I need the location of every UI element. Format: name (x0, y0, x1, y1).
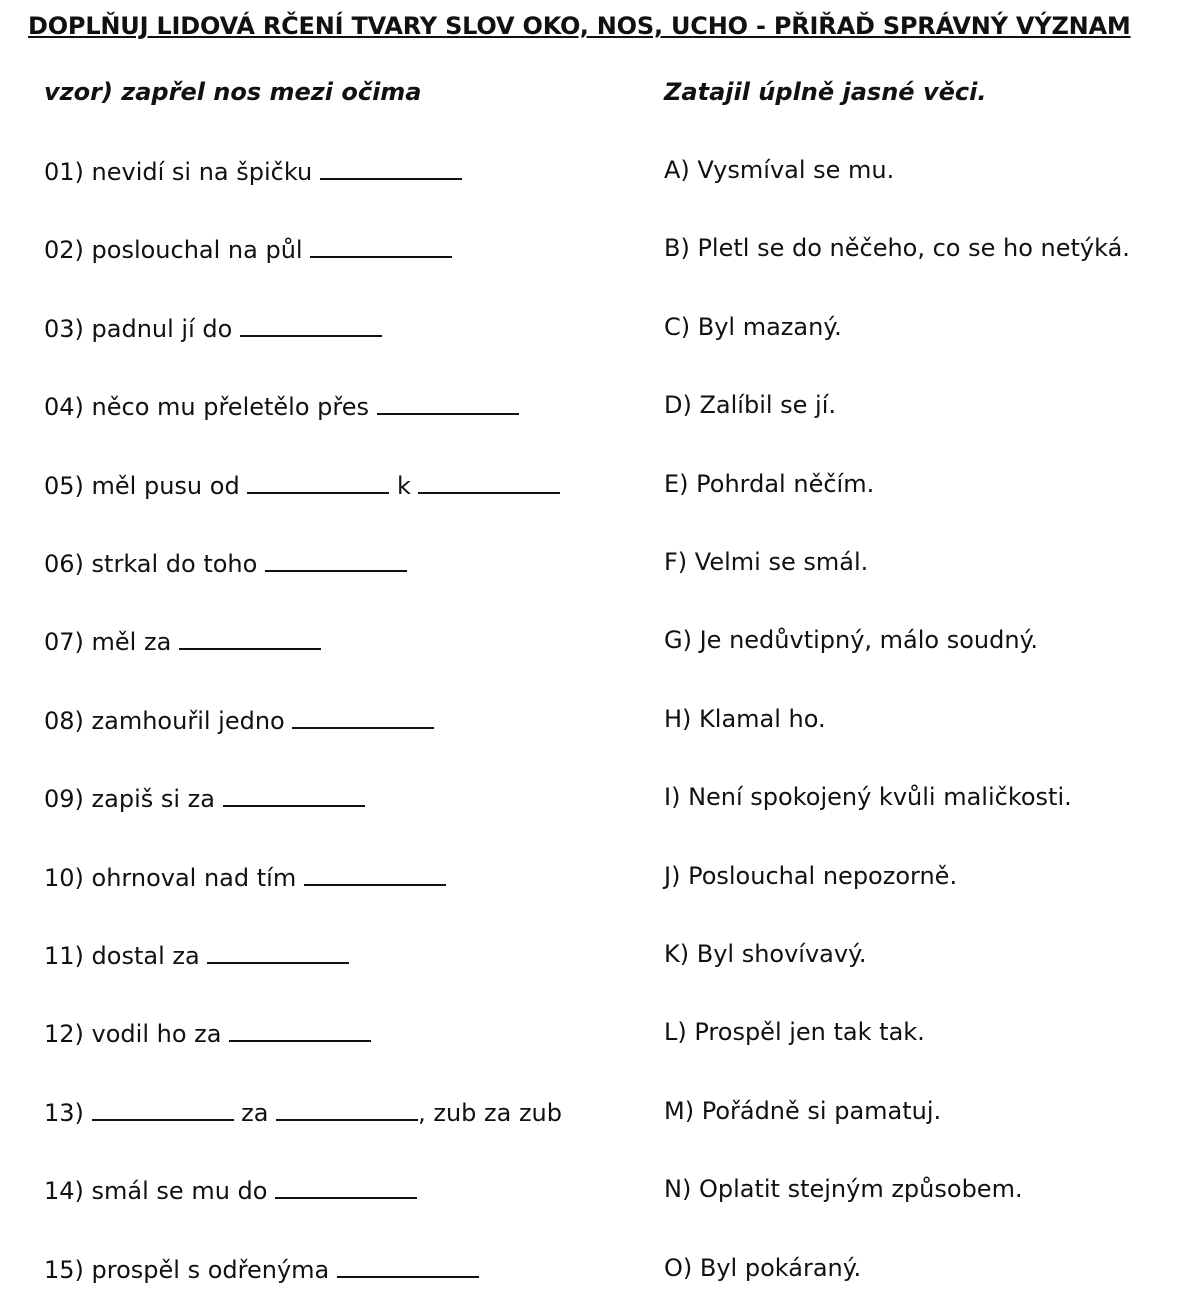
answer-blank[interactable] (418, 470, 560, 494)
exercise-row (0, 391, 1200, 431)
exercise-row (0, 940, 1200, 980)
answer-blank[interactable] (276, 1097, 418, 1121)
phrase-text: 02) poslouchal na půl (44, 236, 311, 265)
phrase (44, 862, 634, 892)
phrase-text: 09) zapiš si za (44, 785, 223, 814)
phrase (44, 940, 634, 970)
phrase-text: , zub za zub (418, 1098, 562, 1127)
phrase (44, 1254, 634, 1284)
exercise-row (0, 1097, 1200, 1137)
exercise-row (0, 548, 1200, 588)
phrase (44, 1018, 634, 1048)
meaning: B) Pletl se do něčeho, co se ho netýká. (664, 234, 1130, 263)
phrase (44, 1175, 634, 1205)
phrase (44, 391, 634, 421)
phrase (44, 156, 634, 186)
answer-blank[interactable] (247, 470, 389, 494)
answer-blank[interactable] (377, 391, 519, 415)
example-meaning: Zatajil úplně jasné věci. (664, 78, 987, 106)
exercise-row (0, 1254, 1200, 1294)
phrase-text: 14) smál se mu do (44, 1177, 276, 1206)
meaning: G) Je nedůvtipný, málo soudný. (664, 626, 1038, 655)
phrase-text: 15) prospěl s odřenýma (44, 1255, 337, 1284)
phrase (44, 705, 634, 735)
exercise-row (0, 1175, 1200, 1215)
phrase (44, 313, 634, 343)
answer-blank[interactable] (229, 1018, 371, 1042)
exercise-row (0, 234, 1200, 274)
answer-blank[interactable] (275, 1175, 417, 1199)
exercise-row (0, 470, 1200, 510)
phrase-text: 06) strkal do toho (44, 550, 265, 578)
phrase-text: 10) ohrnoval nad tím (44, 863, 304, 892)
answer-blank[interactable] (304, 862, 446, 886)
phrase-text: za (233, 1098, 277, 1127)
example-row (0, 78, 1200, 118)
exercise-row (0, 705, 1200, 745)
meaning: J) Poslouchal nepozorně. (664, 861, 958, 890)
phrase-text: 01) nevidí si na špičku (44, 158, 320, 186)
phrase-text: k (389, 471, 419, 500)
meaning: L) Prospěl jen tak tak. (664, 1018, 925, 1047)
meaning: N) Oplatit stejným způsobem. (664, 1175, 1023, 1204)
phrase (44, 234, 634, 264)
phrase-text: 03) padnul jí do (44, 314, 240, 343)
meaning: C) Byl mazaný. (664, 312, 842, 341)
answer-blank[interactable] (92, 1097, 234, 1121)
phrase (44, 1097, 634, 1127)
exercise-row (0, 783, 1200, 823)
meaning: E) Pohrdal něčím. (664, 469, 875, 498)
exercise-row (0, 1018, 1200, 1058)
answer-blank[interactable] (207, 940, 349, 964)
worksheet-title: DOPLŇUJ LIDOVÁ RČENÍ TVARY SLOV OKO, NOS, UCHO - PŘIŘAĎ SPRÁVNÝ VÝZNAM (28, 12, 1131, 40)
phrase-text: 11) dostal za (44, 942, 208, 970)
exercise-row (0, 862, 1200, 902)
answer-blank[interactable] (320, 156, 462, 180)
meaning: F) Velmi se smál. (664, 548, 869, 576)
meaning: M) Pořádně si pamatuj. (664, 1096, 942, 1125)
answer-blank[interactable] (240, 313, 382, 337)
phrase (44, 626, 634, 656)
exercise-row (0, 156, 1200, 196)
exercise-row (0, 313, 1200, 353)
meaning: H) Klamal ho. (664, 704, 826, 733)
meaning: O) Byl pokáraný. (664, 1253, 862, 1282)
answer-blank[interactable] (337, 1254, 479, 1278)
example-phrase: vzor) zapřel nos mezi očima (44, 78, 422, 106)
phrase-text: 04) něco mu přeletělo přes (44, 393, 377, 422)
answer-blank[interactable] (310, 234, 452, 258)
answer-blank[interactable] (265, 548, 407, 572)
meaning: A) Vysmíval se mu. (664, 156, 895, 184)
phrase (44, 548, 634, 578)
phrase (44, 783, 634, 813)
phrase-text: 05) měl pusu od (44, 471, 248, 500)
phrase (44, 470, 634, 500)
answer-blank[interactable] (292, 705, 434, 729)
meaning: I) Není spokojený kvůli maličkosti. (664, 783, 1072, 812)
exercise-row (0, 626, 1200, 666)
answer-blank[interactable] (179, 626, 321, 650)
phrase-text: 08) zamhouřil jedno (44, 706, 293, 735)
phrase-text: 13) (44, 1098, 92, 1127)
phrase-text: 07) měl za (44, 628, 179, 657)
meaning: D) Zalíbil se jí. (664, 391, 837, 420)
meaning: K) Byl shovívavý. (664, 940, 867, 968)
phrase-text: 12) vodil ho za (44, 1020, 230, 1049)
answer-blank[interactable] (223, 783, 365, 807)
